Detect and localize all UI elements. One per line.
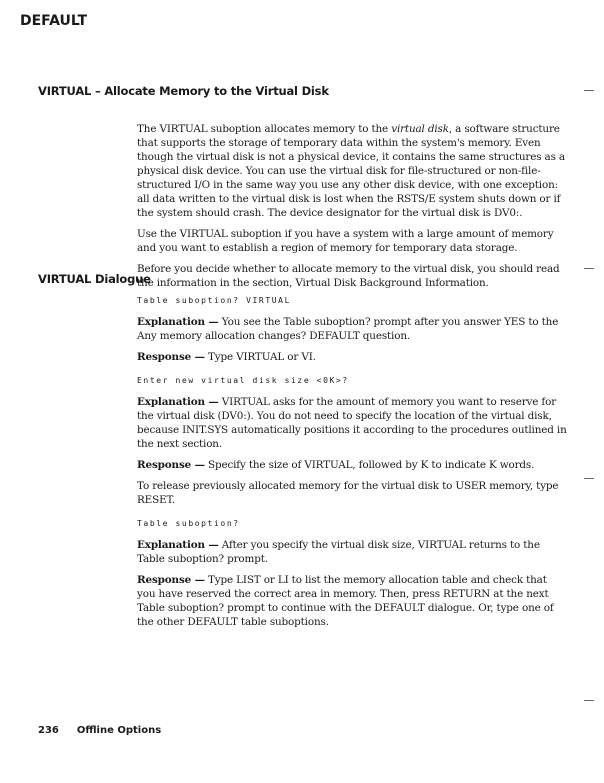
explanation: Explanation — VIRTUAL asks for the amount of memory you want to reserve for the virtual disk (DV0:). You do not need to specify the location of the virtual disk, because INIT.SYS automatically positions it according to the procedures outlined in the next section. [137, 396, 567, 450]
prompt-code: Table suboption? VIRTUAL [137, 296, 291, 305]
section-title: VIRTUAL – Allocate Memory to the Virtual Disk [38, 84, 329, 98]
intro-paragraph-1: The VIRTUAL suboption allocates memory to the virtual disk, a software structure that supports the storage of temporary data within the system's memory. Even though the virtual disk is not a physical device, it contains the same structures as a physical disk device. You can use the virtual disk for file-structured or non-file-structured I/O in the same way you use any other disk device, with one exception: all data written to the virtual disk is lost when the RSTS/E system shuts down or if the system should crash. The device designator for the virtual disk is DV0:. [137, 123, 565, 219]
explanation: Explanation — You see the Table suboption? prompt after you answer YES to the Any memory allocation changes? DEFAULT question. [137, 316, 559, 342]
dialogue-title: VIRTUAL Dialogue [38, 272, 151, 286]
prompt-code: Enter new virtual disk size <0K>? [137, 376, 349, 385]
response: Response — Specify the size of VIRTUAL, followed by K to indicate K words. [137, 459, 535, 471]
intro-paragraph-2: Use the VIRTUAL suboption if you have a system with a large amount of memory and you want to establish a region of memory for temporary data storage. [137, 228, 554, 254]
margin-mark [584, 268, 594, 269]
margin-mark [584, 478, 594, 479]
prompt-code: Table suboption? [137, 519, 240, 528]
response: Response — Type VIRTUAL or VI. [137, 351, 316, 363]
note: To release previously allocated memory for the virtual disk to USER memory, type RESET. [137, 480, 559, 506]
running-header: DEFAULT [20, 13, 88, 29]
page-number: 236 [38, 725, 59, 736]
intro-paragraph-3: Before you decide whether to allocate memory to the virtual disk, you should read the information in the section, Virtual Disk Background Information. [137, 263, 560, 289]
dialogue-text [137, 296, 567, 636]
intro-text [137, 122, 567, 297]
response: Response — Type LIST or LI to list the memory allocation table and check that you have reserved the correct area in memory. Then, press RETURN at the next Table suboption? prompt to continue with the DEFAULT dialogue. Or, type one of the other DEFAULT table suboptions. [137, 574, 554, 628]
page-footer [38, 725, 179, 736]
footer-title: Offline Options [76, 725, 162, 736]
explanation: Explanation — After you specify the virtual disk size, VIRTUAL returns to the Table suboption? prompt. [137, 539, 540, 565]
margin-mark [584, 90, 594, 91]
margin-mark [584, 700, 594, 701]
